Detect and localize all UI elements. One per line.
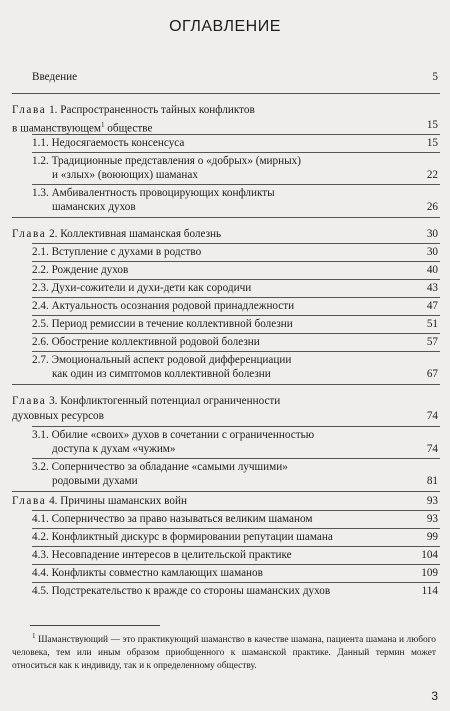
toc-page-number: 47 [426,300,438,312]
footnote-divider [30,625,160,626]
chapter-title-cont: в шаманствующем [12,122,101,135]
chapter-number: 3. [49,395,58,407]
divider [12,93,440,94]
footnote [12,630,436,673]
divider [32,134,440,135]
toc-page-number: 67 [426,368,438,380]
divider [32,546,440,547]
toc-page-number: 43 [426,282,438,294]
divider [32,351,440,352]
toc-section-text: 2.2. Рождение духов [32,264,129,276]
toc-page-number: 30 [426,228,438,240]
chapter-title: Причины шаманских войн [60,495,187,507]
toc-page-number: 57 [426,336,438,348]
divider [32,528,440,529]
divider [32,261,440,262]
toc-page-number: 74 [426,410,438,422]
toc-section-text: 3.1. Обилие «своих» духов в сочетании с ограниченностью [32,429,315,441]
toc-page-number: 81 [426,475,438,487]
toc-entry-text: Введение [32,71,78,83]
page-number: 3 [431,689,438,703]
chapter-number: 2. [49,228,58,240]
toc-section-text: 4.4. Конфликты совместно камлающих шаманов [32,567,263,579]
toc-section-text-cont: и «злых» (воюющих) шаманах [52,169,198,181]
chapter-title: Конфликтогенный потенциал ограниченности [60,395,281,407]
divider [12,491,440,492]
divider [32,279,440,280]
divider [32,426,440,427]
divider [32,315,440,316]
toc-page-number: 26 [426,201,438,213]
toc-page-number: 22 [426,169,438,181]
toc-section-text: 2.5. Период ремиссии в течение коллективной болезни [32,318,293,330]
chapter-title-cont-post: обществе [104,122,153,135]
toc-section-text: 3.2. Соперничество за обладание «самыми лучшими» [32,461,288,473]
toc-page-number: 93 [426,495,438,507]
divider [32,564,440,565]
toc-page-number: 93 [426,513,438,525]
toc-page-number: 40 [426,264,438,276]
toc-page-number: 51 [426,318,438,330]
toc-page-number: 109 [421,567,438,579]
chapter-label: Глава [12,104,47,116]
toc-page-number: 15 [426,137,438,149]
chapter-label: Глава [12,395,47,407]
toc-page-number: 15 [426,119,438,131]
chapter-number: 1. [49,104,58,116]
chapter-label: Глава [12,228,47,240]
toc-section-text: 2.6. Обострение коллективной родовой болезни [32,336,260,348]
toc-section-text: 1.3. Амбивалентность провоцирующих конфликты [32,187,275,199]
toc-section-text: 1.2. Традиционные представления о «добрых» (мирных) [32,155,301,167]
page-title: ОГЛАВЛЕНИЕ [169,18,281,35]
toc-section-text: 1.1. Недосягаемость консенсуса [32,137,185,149]
toc-section-text: 4.2. Конфликтный дискурс в формировании репутации шамана [32,531,333,543]
divider [32,297,440,298]
toc-page-number: 114 [421,585,438,597]
footnote-mark: 1 [32,632,36,640]
toc-page-number: 5 [432,71,438,83]
chapter-title: Распространенность тайных конфликтов [60,104,255,116]
footnote-text: Шаманствующий — это практикующий шаманство в качестве шамана, пациента шамана и любого человека, тем или иным образом приобщенного к шаманской практике. Данный термин может относиться как к индивиду, так и к определенному обществу. [12,635,436,672]
toc-section-text: 2.1. Вступление с духами в родство [32,246,202,258]
chapter-number: 4. [49,495,58,507]
toc-page-number: 104 [421,549,438,561]
toc-section-text-cont: родовыми духами [52,475,138,487]
toc-section-text-cont: доступа к духам «чужим» [52,443,176,455]
divider [32,333,440,334]
divider [32,184,440,185]
toc-section-text: 2.3. Духи-сожители и духи-дети как сородичи [32,282,252,294]
toc-section-text-cont: как один из симптомов коллективной болезни [52,368,271,380]
divider [32,243,440,244]
divider [32,458,440,459]
toc-section-text: 4.5. Подстрекательство к вражде со стороны шаманских духов [32,585,331,597]
divider [12,217,440,218]
footnote-mark: 1 [100,121,105,129]
toc-section-text: 4.1. Соперничество за право называться великим шаманом [32,513,313,525]
chapter-title: Коллективная шаманская болезнь [60,228,222,240]
toc-page-number: 99 [426,531,438,543]
divider [32,510,440,511]
chapter-title-cont: духовных ресурсов [12,410,104,422]
toc-section-text: 4.3. Несовпадение интересов в целительской практике [32,549,292,561]
divider [32,582,440,583]
toc-section-text-cont: шаманских духов [52,201,136,213]
toc-section-text: 2.4. Актуальность осознания родовой принадлежности [32,300,295,312]
toc-page-number: 30 [426,246,438,258]
toc-section-text: 2.7. Эмоциональный аспект родовой дифференциации [32,354,292,366]
toc-page-number: 74 [426,443,438,455]
divider [32,152,440,153]
divider [12,384,440,385]
chapter-label: Глава [12,495,47,507]
